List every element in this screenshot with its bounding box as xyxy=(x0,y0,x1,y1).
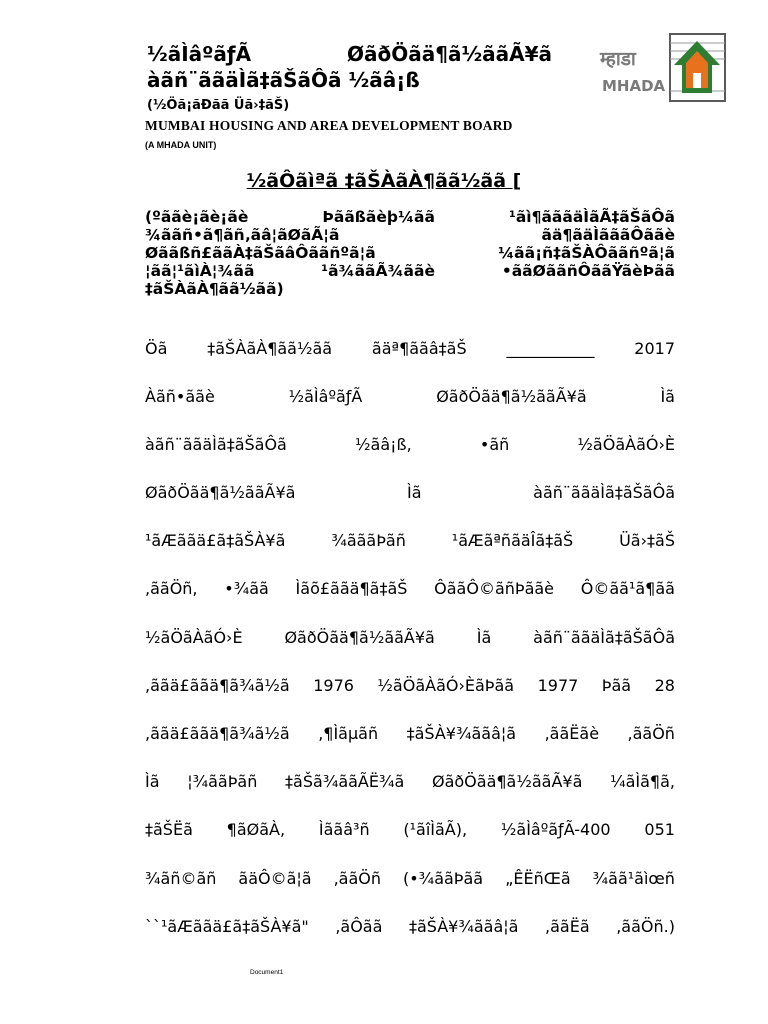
body-word: ØãðÖãä¶ã½ããÃ¥ã xyxy=(431,772,583,792)
body-word: Àãñ•ããè xyxy=(145,386,215,406)
body-word: ¾ãñ©ãñ xyxy=(145,868,217,888)
header-line-1-left: ½ãÌâºãƒÃ xyxy=(147,42,252,66)
body-line xyxy=(145,382,675,410)
body-word: ½ãÖãÀãÓ›È xyxy=(577,434,675,454)
subject-word: ¾ããñ•ã¶ãñ‚ãâ¦ãØãÃ¦ã xyxy=(145,226,340,244)
subject-word: (ºããè¡ãè¡ãè xyxy=(145,208,249,226)
body-word: ãäÔ©ã¦ã xyxy=(238,868,312,888)
body-line xyxy=(145,671,675,699)
body-line xyxy=(145,527,675,555)
body-word: àãñ¨ããäÌã‡ãŠãÔã xyxy=(533,483,675,503)
subject-word: •ããØããñÔããŸãèÞãã xyxy=(501,262,675,280)
body-word: Ô©ãã¹ã¶ãã xyxy=(580,579,675,599)
body-word: Ìããâ³ñ xyxy=(318,820,370,840)
body-word: Öã xyxy=(145,338,168,358)
mhada-logo xyxy=(598,33,728,103)
header-line-3: (½Öã¡ãÐãã Üã›‡ãŠ) xyxy=(147,98,290,113)
body-word: ¦¾ããÞãñ xyxy=(187,772,258,792)
body-line xyxy=(145,430,675,458)
body-word: ,ããÖñ, xyxy=(145,579,198,599)
body-word: Ìã xyxy=(476,627,492,647)
body-word: ,ããä£ããä¶ã¾ã½ã xyxy=(145,675,290,695)
body-word: ØãðÖãä¶ã½ããÃ¥ã xyxy=(436,386,587,406)
body-line xyxy=(145,623,675,651)
body-word: •¾ãã xyxy=(224,579,269,599)
body-word: ½ãÖãÀãÓ›È xyxy=(145,627,243,647)
body-word: Ìãõ£ããä¶ã‡ãŠ xyxy=(295,579,408,599)
body-word: (•¾ããÞãã xyxy=(403,868,484,888)
body-line xyxy=(145,768,675,796)
body-word: Ìã xyxy=(145,772,160,792)
body-line xyxy=(145,816,675,844)
body-line xyxy=(145,479,675,507)
body-word: ‡ãŠÀãÀ¶ãã½ãã xyxy=(207,338,333,358)
body-word: ØãðÖãä¶ã½ããÃ¥ã xyxy=(284,627,435,647)
subject-word: Þããßãèþ¼ãã xyxy=(322,208,435,226)
body-word: ‡ãŠËã xyxy=(145,820,193,840)
body-word: ¾ãããÞãñ xyxy=(331,531,406,551)
subject-block xyxy=(145,208,675,298)
body-paragraph xyxy=(145,334,675,960)
body-word: àãñ¨ããäÌã‡ãŠãÔã xyxy=(145,434,287,454)
organization-name-english: MUMBAI HOUSING AND AREA DEVELOPMENT BOARD xyxy=(145,118,513,133)
body-word: ãäª¶ããâ‡ãŠ xyxy=(371,338,467,358)
subject-row xyxy=(145,262,675,280)
subject-word: ‡ãŠÀãÀ¶ãã½ãã) xyxy=(145,280,284,298)
body-word: ,ããä£ããä¶ã¾ã½ã xyxy=(145,724,290,743)
body-word: ½ãÖãÀãÓ›ÈãÞãã xyxy=(377,675,515,695)
subject-row xyxy=(145,208,675,226)
body-line xyxy=(145,720,675,748)
body-line xyxy=(145,912,675,940)
body-word: ¹ãÆãªñãäÎã‡ãŠ xyxy=(451,531,574,551)
body-word: ½ãÌâºãƒÃ xyxy=(288,386,363,406)
body-word: 1977 xyxy=(537,675,579,695)
body-word: ‡ãŠÀ¥¾ããâ¦ã xyxy=(408,916,519,936)
body-word: 051 xyxy=(644,820,675,840)
body-line xyxy=(145,864,675,892)
body-word: ¹ãÆããä£ã‡ãŠÀ¥ã xyxy=(145,531,286,551)
body-line xyxy=(145,575,675,603)
body-word: ¼ãÌã¶ã, xyxy=(610,772,675,792)
body-word: ,ããÖñ.) xyxy=(616,916,675,936)
body-word: (¹ãîÌãÃ), xyxy=(403,820,468,840)
body-word: ,ããËã xyxy=(545,916,590,936)
date-blank: ___________ xyxy=(506,338,595,358)
body-word: Þãã xyxy=(601,675,632,695)
body-word: ``¹ãÆããä£ã‡ãŠÀ¥ã" xyxy=(145,916,309,936)
body-word: 28 xyxy=(654,675,675,695)
body-word: ‡ãŠÀ¥¾ããâ¦ã xyxy=(406,724,517,743)
body-word: ØãðÖãä¶ã½ããÃ¥ã xyxy=(145,483,296,503)
logo-latin-text: MHADA xyxy=(602,77,666,95)
body-word: ,ãÔãã xyxy=(335,916,383,936)
body-word: Üã›‡ãŠ xyxy=(619,531,675,551)
body-word: ‡ãŠã¾ããÃË¾ã xyxy=(285,772,405,792)
subject-word: ãä¶ãäÌãããÔããè xyxy=(541,226,675,244)
subject-row xyxy=(145,226,675,244)
header-line-1-right: ØãðÖãä¶ã½ããÃ¥ã xyxy=(347,42,553,66)
subject-row xyxy=(145,280,675,298)
house-icon xyxy=(670,34,725,101)
header-line-2: àãñ¨ããäÌã‡ãŠãÔã ½ãâ¡ß xyxy=(147,68,420,92)
subject-word: ¦ãã¦¹ãìÀ¦¾ãã xyxy=(145,262,255,280)
body-word: ¶ãØãÀ, xyxy=(226,820,286,840)
body-word: ,ããÖñ xyxy=(627,724,675,743)
body-word: •ãñ xyxy=(479,434,510,454)
body-word: ½ãâ¡ß, xyxy=(355,434,412,454)
body-line xyxy=(145,334,675,362)
body-word: 2017 xyxy=(634,338,675,358)
body-word: Ìã xyxy=(407,483,422,503)
subject-row xyxy=(145,244,675,262)
subject-word: Øããßñ£ããÀ‡ãŠãâÔããñºã¦ã xyxy=(145,244,376,262)
body-word: ,¶Ìãµãñ xyxy=(318,724,379,743)
body-word: ,ããÖñ xyxy=(333,868,382,888)
body-word: ½ãÌâºãƒÃ-400 xyxy=(500,820,611,840)
body-word: Ìã xyxy=(660,386,675,406)
body-word: ÔããÔ©ãñÞããè xyxy=(434,579,555,599)
body-word: ,ããËãè xyxy=(544,724,600,743)
subject-word: ¹ã¾ããÃ¾ããè xyxy=(321,262,435,280)
organization-unit-english: (A MHADA UNIT) xyxy=(145,140,217,150)
document-title: ½ãÔãìªã ‡ãŠÀãÀ¶ãã½ãã [ xyxy=(246,170,522,192)
logo-devanagari-text: म्हाडा xyxy=(600,48,636,70)
subject-word: ¹ãì¶ãããäÌãÃ‡ãŠãÔã xyxy=(509,208,675,226)
body-word: 1976 xyxy=(313,675,354,695)
body-word: „ÊËñŒã xyxy=(505,868,571,888)
body-word: àãñ¨ããäÌã‡ãŠãÔã xyxy=(533,627,675,647)
subject-word: ¼ãã¡ñ‡ãŠÀÔããñºã¦ã xyxy=(498,244,675,262)
body-word: ¾ãã¹ãìœñ xyxy=(592,868,675,888)
document-footer: Document1 xyxy=(250,969,284,976)
